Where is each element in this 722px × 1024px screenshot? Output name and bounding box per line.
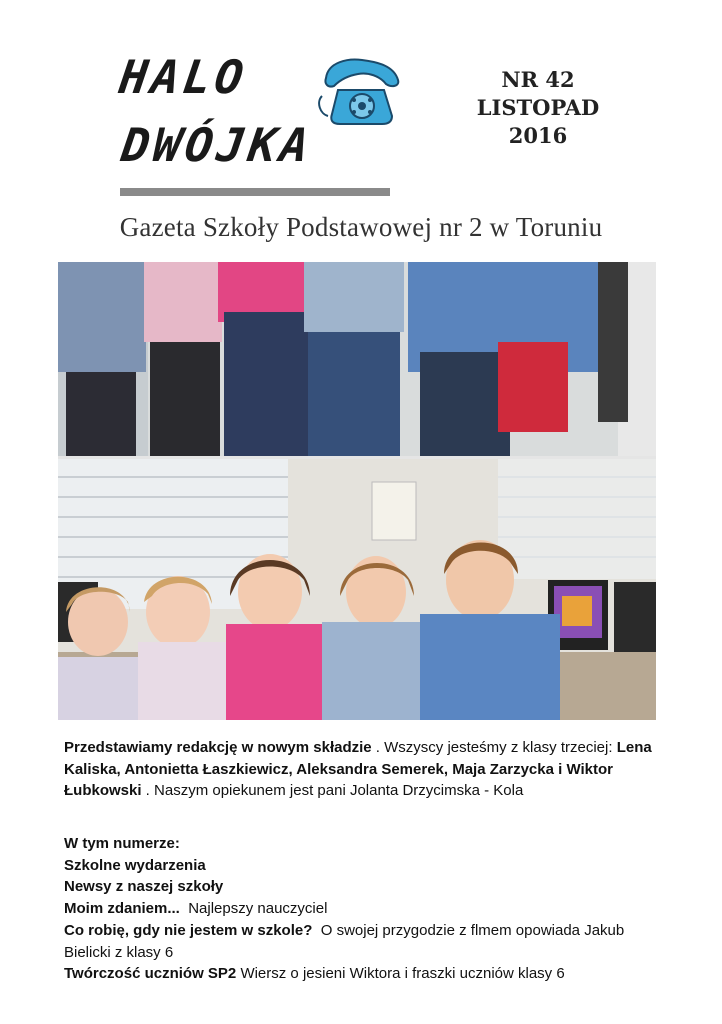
intro-lead-rest: . Wszyscy jesteśmy z klasy trzeciej: [371, 739, 617, 756]
issue-number: NR 42 [501, 67, 575, 92]
team-names: Lena Kaliska, Antonietta Łaszkiewicz, Aleksandra Semerek, Maja Zarzycka i Wiktor Łubkowski [64, 739, 652, 799]
contents-item: Twórczość uczniów SP2 Wiersz o jesieni Wiktora i fraszki uczniów klasy 6 [64, 965, 565, 983]
intro-paragraph [64, 737, 664, 802]
table-of-contents [64, 833, 674, 985]
contents-item: Newsy z naszej szkoły [64, 878, 224, 896]
contents-item: Moim zdaniem... Najlepszy nauczyciel [64, 900, 328, 918]
issue-month: LISTOPAD [476, 95, 600, 120]
intro-lead: Przedstawiamy redakcję w nowym składzie [64, 739, 372, 756]
contents-heading: W tym numerze: [64, 835, 180, 852]
issue-year: 2016 [508, 123, 568, 148]
contents-item: Szkolne wydarzenia [64, 856, 206, 874]
issue-info [468, 66, 608, 150]
contents-item: Co robię, gdy nie jestem w szkole? O swojej przygodzie z flmem opowiada Jakub Bielicki z klasy 6 [64, 921, 625, 961]
telephone-icon [318, 56, 404, 126]
editorial-team-photo [58, 262, 656, 720]
logo-underline [120, 188, 390, 196]
intro-closing: . Naszym opiekunem jest pani Jolanta Drzycimska - Kola [141, 782, 524, 799]
logo-line-2: DWÓJKA [118, 118, 316, 172]
logo-line-1: HALO [116, 50, 251, 104]
newspaper-subtitle: Gazeta Szkoły Podstawowej nr 2 w Toruniu [119, 212, 603, 242]
masthead [0, 0, 722, 260]
